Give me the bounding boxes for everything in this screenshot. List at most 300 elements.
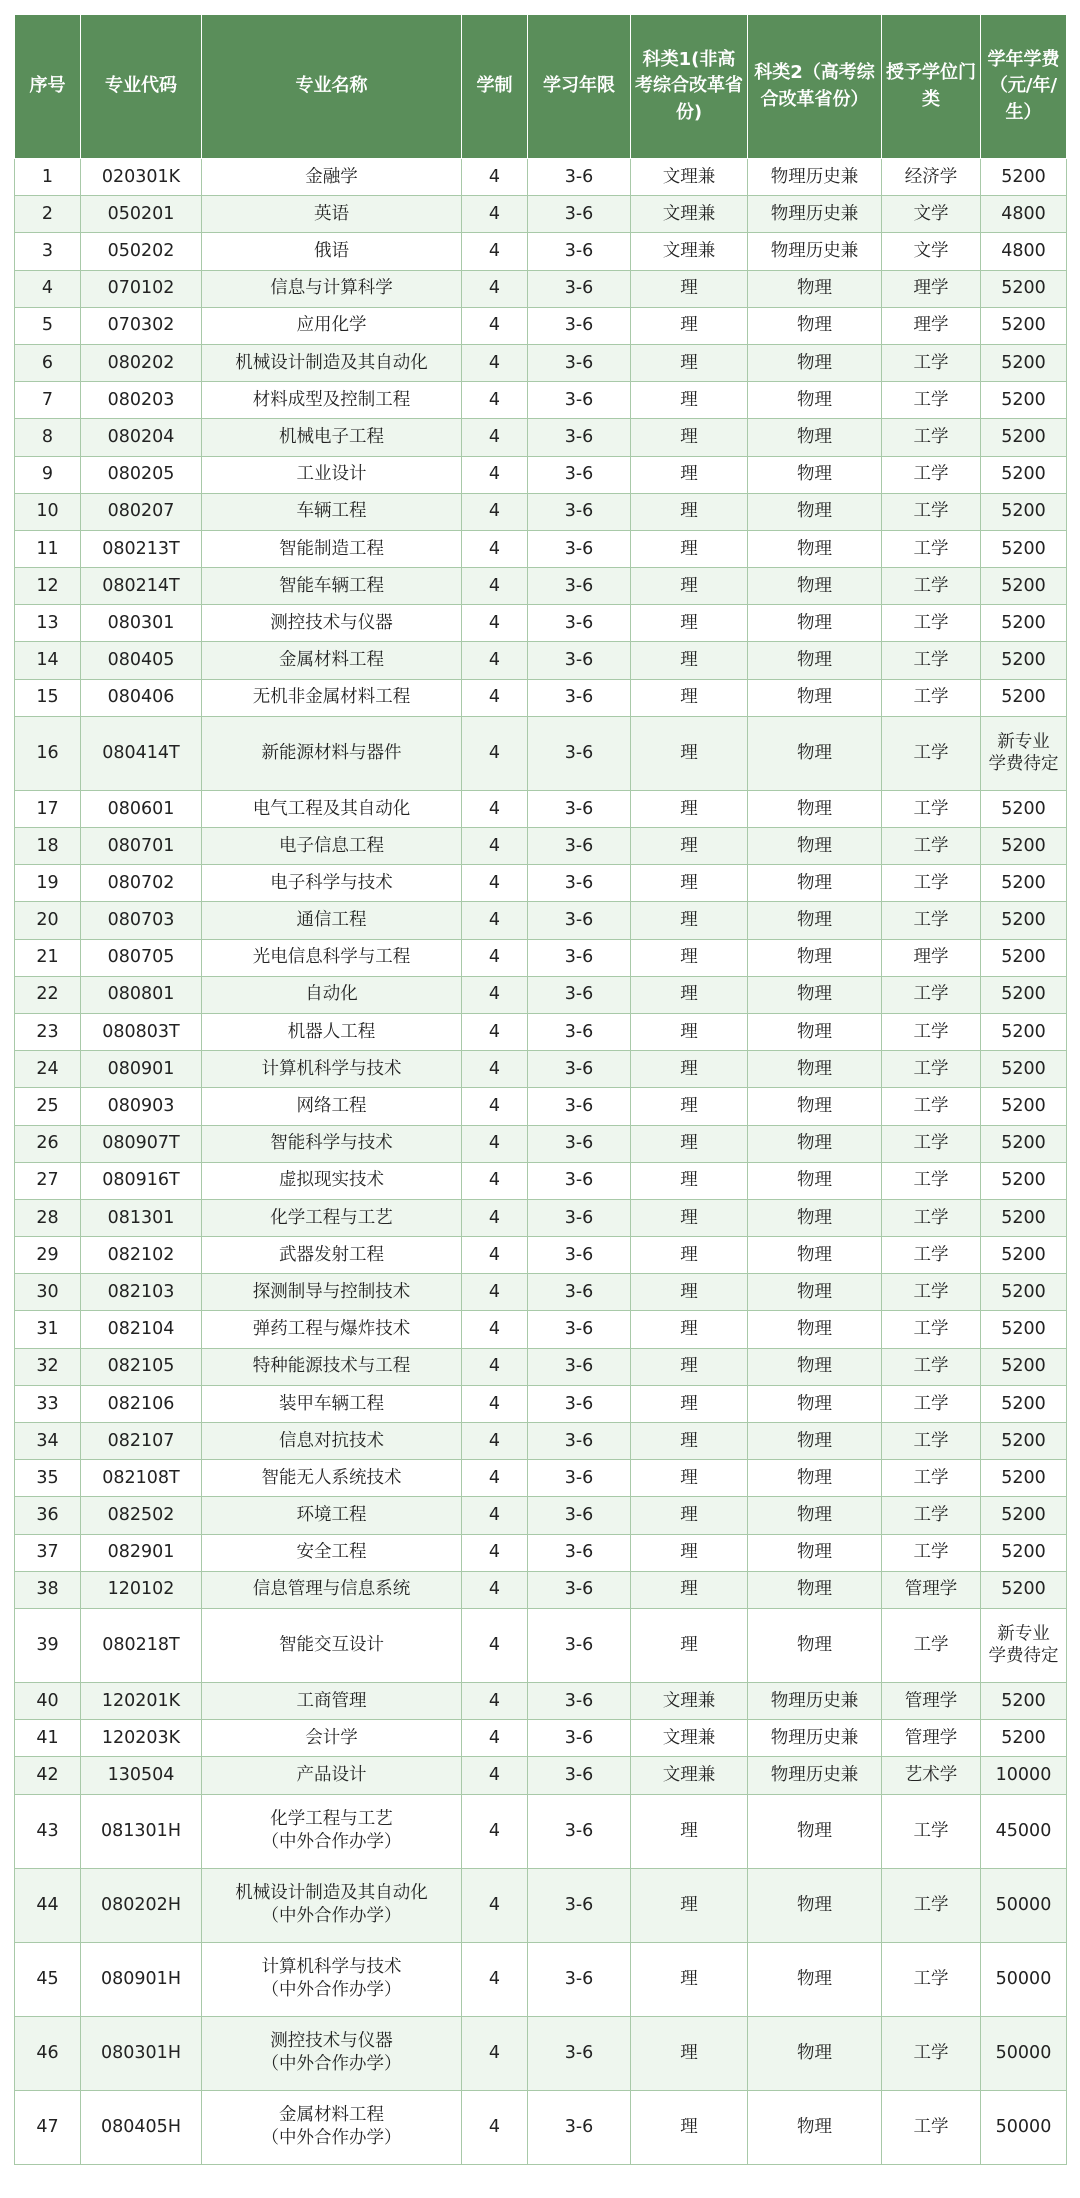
cell-degree: 工学 [882, 1385, 981, 1422]
cell-no: 35 [15, 1460, 81, 1497]
cell-system: 4 [462, 939, 528, 976]
cell-code: 080207 [81, 493, 202, 530]
cell-years: 3-6 [528, 1311, 631, 1348]
cell-type2: 物理 [748, 1794, 882, 1868]
cell-years: 3-6 [528, 1608, 631, 1682]
cell-years: 3-6 [528, 1125, 631, 1162]
cell-fee [981, 1720, 1067, 1757]
fee-value: 5200 [1001, 352, 1046, 373]
cell-type1: 文理兼 [631, 233, 748, 270]
cell-system: 4 [462, 530, 528, 567]
cell-system: 4 [462, 605, 528, 642]
major-name: 产品设计 [296, 1765, 367, 1786]
cell-name [202, 2090, 462, 2164]
fee-value: 5200 [1001, 389, 1046, 410]
table-row [15, 976, 1067, 1013]
cell-type2: 物理历史兼 [748, 1682, 882, 1719]
cell-system: 4 [462, 1423, 528, 1460]
major-name: 智能车辆工程 [279, 575, 384, 596]
cell-type1: 理 [631, 1534, 748, 1571]
cell-type2: 物理 [748, 605, 882, 642]
table-row [15, 716, 1067, 790]
cell-name [202, 1051, 462, 1088]
cell-code: 080414T [81, 716, 202, 790]
cell-no: 36 [15, 1497, 81, 1534]
cell-degree: 工学 [882, 1794, 981, 1868]
cell-fee [981, 344, 1067, 381]
fee-value: 5200 [1001, 1207, 1046, 1228]
fee-value: 5200 [1001, 872, 1046, 893]
cell-type2: 物理 [748, 2016, 882, 2090]
cell-type1: 理 [631, 493, 748, 530]
cell-code: 080601 [81, 790, 202, 827]
table-row [15, 307, 1067, 344]
cell-type2: 物理 [748, 865, 882, 902]
fee-value: 5200 [1001, 1244, 1046, 1265]
cell-name [202, 1571, 462, 1608]
header-degree: 授予学位门类 [882, 15, 981, 159]
cell-fee [981, 1497, 1067, 1534]
fee-value: 新专业 [997, 731, 1050, 752]
cell-type1: 理 [631, 1423, 748, 1460]
major-name: 化学工程与工艺 [270, 1809, 393, 1830]
fee-note: 学费待定 [988, 1646, 1059, 1667]
cell-system: 4 [462, 1088, 528, 1125]
cell-type1: 理 [631, 307, 748, 344]
cell-code: 080801 [81, 976, 202, 1013]
header-system: 学制 [462, 15, 528, 159]
major-name: 机械设计制造及其自动化 [235, 352, 428, 373]
cell-name [202, 1162, 462, 1199]
cell-system: 4 [462, 382, 528, 419]
table-row [15, 1423, 1067, 1460]
table-row [15, 1720, 1067, 1757]
major-name-note: （中外合作办学） [261, 1832, 402, 1852]
fee-value: 4800 [1001, 203, 1046, 224]
major-name: 英语 [314, 203, 349, 224]
cell-name [202, 939, 462, 976]
major-name-note: （中外合作办学） [261, 1980, 402, 2000]
cell-degree: 经济学 [882, 159, 981, 196]
cell-system: 4 [462, 902, 528, 939]
cell-no: 25 [15, 1088, 81, 1125]
cell-system: 4 [462, 828, 528, 865]
cell-code: 081301H [81, 1794, 202, 1868]
cell-degree: 工学 [882, 1311, 981, 1348]
cell-degree: 工学 [882, 419, 981, 456]
major-name: 智能无人系统技术 [261, 1467, 402, 1488]
table-row [15, 2090, 1067, 2164]
cell-years: 3-6 [528, 902, 631, 939]
cell-fee [981, 1757, 1067, 1794]
cell-degree: 文学 [882, 233, 981, 270]
cell-code: 082103 [81, 1274, 202, 1311]
cell-years: 3-6 [528, 1497, 631, 1534]
table-row [15, 828, 1067, 865]
cell-code: 080218T [81, 1608, 202, 1682]
cell-type1: 理 [631, 1868, 748, 1942]
cell-type2: 物理 [748, 1385, 882, 1422]
cell-type2: 物理 [748, 828, 882, 865]
cell-system: 4 [462, 1794, 528, 1868]
cell-years: 3-6 [528, 1162, 631, 1199]
cell-name [202, 1460, 462, 1497]
cell-type1: 理 [631, 1571, 748, 1608]
cell-name [202, 1125, 462, 1162]
major-name: 俄语 [314, 241, 349, 262]
cell-type1: 理 [631, 828, 748, 865]
cell-system: 4 [462, 1051, 528, 1088]
cell-name [202, 1237, 462, 1274]
cell-name [202, 1385, 462, 1422]
cell-type1: 理 [631, 1608, 748, 1682]
cell-name [202, 382, 462, 419]
major-name: 探测制导与控制技术 [252, 1281, 411, 1302]
cell-no: 24 [15, 1051, 81, 1088]
cell-degree: 工学 [882, 1423, 981, 1460]
table-row [15, 1460, 1067, 1497]
cell-no: 8 [15, 419, 81, 456]
cell-code: 080907T [81, 1125, 202, 1162]
cell-type1: 理 [631, 1274, 748, 1311]
major-name: 智能科学与技术 [270, 1133, 393, 1154]
cell-degree: 工学 [882, 1125, 981, 1162]
cell-degree: 工学 [882, 568, 981, 605]
fee-value: 5200 [1001, 910, 1046, 931]
cell-type1: 理 [631, 1051, 748, 1088]
cell-fee [981, 1051, 1067, 1088]
cell-fee [981, 419, 1067, 456]
cell-type1: 理 [631, 1794, 748, 1868]
major-name: 计算机科学与技术 [261, 1058, 402, 1079]
cell-system: 4 [462, 1460, 528, 1497]
table-row [15, 605, 1067, 642]
cell-system: 4 [462, 976, 528, 1013]
cell-code: 080405 [81, 642, 202, 679]
cell-degree: 工学 [882, 1608, 981, 1682]
major-name: 装甲车辆工程 [279, 1393, 384, 1414]
cell-system: 4 [462, 1274, 528, 1311]
cell-name [202, 1497, 462, 1534]
cell-no: 22 [15, 976, 81, 1013]
table-row [15, 1348, 1067, 1385]
cell-no: 30 [15, 1274, 81, 1311]
cell-code: 082502 [81, 1497, 202, 1534]
cell-name [202, 419, 462, 456]
fee-value: 新专业 [997, 1623, 1050, 1644]
table-row [15, 1125, 1067, 1162]
cell-system: 4 [462, 790, 528, 827]
cell-degree: 工学 [882, 605, 981, 642]
table-row [15, 1237, 1067, 1274]
cell-type1: 理 [631, 1942, 748, 2016]
cell-type2: 物理 [748, 1237, 882, 1274]
cell-code: 070102 [81, 270, 202, 307]
cell-years: 3-6 [528, 1868, 631, 1942]
cell-type1: 理 [631, 382, 748, 419]
cell-type2: 物理 [748, 307, 882, 344]
cell-no: 12 [15, 568, 81, 605]
cell-degree: 工学 [882, 865, 981, 902]
fee-value: 5200 [1001, 575, 1046, 596]
cell-no: 20 [15, 902, 81, 939]
cell-type2: 物理 [748, 382, 882, 419]
cell-name [202, 344, 462, 381]
cell-years: 3-6 [528, 419, 631, 456]
cell-degree: 工学 [882, 344, 981, 381]
cell-years: 3-6 [528, 1348, 631, 1385]
cell-no: 19 [15, 865, 81, 902]
cell-system: 4 [462, 716, 528, 790]
fee-value: 5200 [1001, 947, 1046, 968]
cell-degree: 管理学 [882, 1571, 981, 1608]
major-name: 金属材料工程 [279, 2105, 384, 2126]
cell-type1: 理 [631, 642, 748, 679]
major-name: 测控技术与仪器 [270, 612, 393, 633]
table-row [15, 1794, 1067, 1868]
cell-years: 3-6 [528, 605, 631, 642]
cell-system: 4 [462, 1868, 528, 1942]
table-row [15, 493, 1067, 530]
cell-years: 3-6 [528, 1682, 631, 1719]
major-name: 机械设计制造及其自动化 [235, 1883, 428, 1904]
cell-name [202, 233, 462, 270]
cell-type1: 理 [631, 2090, 748, 2164]
fee-value: 5200 [1001, 650, 1046, 671]
cell-degree: 工学 [882, 679, 981, 716]
cell-code: 080803T [81, 1013, 202, 1050]
table-row [15, 642, 1067, 679]
cell-fee [981, 1125, 1067, 1162]
table-row [15, 1497, 1067, 1534]
cell-type1: 理 [631, 976, 748, 1013]
cell-fee [981, 1460, 1067, 1497]
cell-type1: 文理兼 [631, 196, 748, 233]
fee-value: 5200 [1001, 1133, 1046, 1154]
major-name: 无机非金属材料工程 [252, 687, 411, 708]
cell-type2: 物理 [748, 1460, 882, 1497]
cell-system: 4 [462, 493, 528, 530]
cell-name [202, 1757, 462, 1794]
major-name-note: （中外合作办学） [261, 1906, 402, 1926]
cell-type2: 物理 [748, 1534, 882, 1571]
header-type1: 科类1(非高考综合改革省份) [631, 15, 748, 159]
table-row [15, 1608, 1067, 1682]
cell-type1: 理 [631, 1013, 748, 1050]
major-name: 新能源材料与器件 [261, 742, 402, 763]
cell-no: 9 [15, 456, 81, 493]
cell-type1: 理 [631, 1385, 748, 1422]
fee-value: 5200 [1001, 1467, 1046, 1488]
table-row [15, 1757, 1067, 1794]
cell-no: 14 [15, 642, 81, 679]
table-row [15, 1682, 1067, 1719]
cell-type1: 文理兼 [631, 1682, 748, 1719]
cell-type1: 理 [631, 902, 748, 939]
cell-no: 7 [15, 382, 81, 419]
cell-type1: 理 [631, 679, 748, 716]
fee-value: 50000 [995, 1968, 1052, 1989]
major-name: 车辆工程 [296, 501, 367, 522]
cell-type1: 文理兼 [631, 159, 748, 196]
cell-years: 3-6 [528, 2016, 631, 2090]
major-name: 会计学 [305, 1727, 358, 1748]
cell-no: 34 [15, 1423, 81, 1460]
cell-degree: 管理学 [882, 1720, 981, 1757]
fee-value: 5200 [1001, 166, 1046, 187]
cell-system: 4 [462, 1608, 528, 1682]
cell-type2: 物理 [748, 1125, 882, 1162]
cell-fee [981, 1385, 1067, 1422]
fee-value: 5200 [1001, 1579, 1046, 1600]
major-name-note: （中外合作办学） [261, 2128, 402, 2148]
cell-fee [981, 605, 1067, 642]
cell-fee [981, 1534, 1067, 1571]
cell-type1: 理 [631, 568, 748, 605]
table-row [15, 1571, 1067, 1608]
cell-fee [981, 233, 1067, 270]
cell-degree: 工学 [882, 828, 981, 865]
cell-name [202, 1942, 462, 2016]
cell-type1: 文理兼 [631, 1757, 748, 1794]
cell-no: 5 [15, 307, 81, 344]
cell-name [202, 642, 462, 679]
cell-code: 082102 [81, 1237, 202, 1274]
cell-code: 082105 [81, 1348, 202, 1385]
cell-name [202, 196, 462, 233]
cell-years: 3-6 [528, 1274, 631, 1311]
cell-degree: 工学 [882, 902, 981, 939]
fee-value: 5200 [1001, 464, 1046, 485]
cell-fee [981, 1013, 1067, 1050]
majors-table [14, 14, 1067, 2165]
cell-type2: 物理 [748, 419, 882, 456]
cell-degree: 工学 [882, 1199, 981, 1236]
major-name: 光电信息科学与工程 [252, 947, 411, 968]
cell-years: 3-6 [528, 2090, 631, 2164]
cell-type1: 理 [631, 716, 748, 790]
cell-degree: 工学 [882, 1013, 981, 1050]
cell-degree: 工学 [882, 1868, 981, 1942]
major-name: 弹药工程与爆炸技术 [252, 1319, 411, 1340]
cell-no: 2 [15, 196, 81, 233]
cell-degree: 工学 [882, 1460, 981, 1497]
cell-name [202, 493, 462, 530]
fee-value: 4800 [1001, 241, 1046, 262]
cell-code: 082104 [81, 1311, 202, 1348]
cell-code: 080701 [81, 828, 202, 865]
cell-degree: 工学 [882, 716, 981, 790]
cell-type1: 理 [631, 270, 748, 307]
cell-name [202, 679, 462, 716]
major-name: 自动化 [305, 984, 358, 1005]
cell-type1: 理 [631, 419, 748, 456]
table-row [15, 902, 1067, 939]
major-name: 虚拟现实技术 [279, 1170, 384, 1191]
major-name: 信息管理与信息系统 [252, 1579, 411, 1600]
major-name: 机械电子工程 [279, 427, 384, 448]
cell-degree: 工学 [882, 1162, 981, 1199]
cell-name [202, 865, 462, 902]
fee-value: 10000 [995, 1765, 1052, 1786]
cell-years: 3-6 [528, 1720, 631, 1757]
fee-value: 5200 [1001, 1727, 1046, 1748]
cell-code: 080901H [81, 1942, 202, 2016]
major-name: 工商管理 [296, 1690, 367, 1711]
cell-type2: 物理 [748, 344, 882, 381]
cell-name [202, 307, 462, 344]
cell-type2: 物理 [748, 530, 882, 567]
cell-type2: 物理 [748, 1348, 882, 1385]
cell-degree: 工学 [882, 1051, 981, 1088]
cell-no: 1 [15, 159, 81, 196]
cell-no: 45 [15, 1942, 81, 2016]
cell-name [202, 1720, 462, 1757]
fee-value: 50000 [995, 1894, 1052, 1915]
major-name: 武器发射工程 [279, 1244, 384, 1265]
cell-name [202, 270, 462, 307]
cell-code: 080202H [81, 1868, 202, 1942]
cell-type1: 理 [631, 1460, 748, 1497]
major-name: 安全工程 [296, 1542, 367, 1563]
cell-type2: 物理 [748, 1274, 882, 1311]
cell-no: 46 [15, 2016, 81, 2090]
cell-name [202, 159, 462, 196]
cell-fee [981, 1794, 1067, 1868]
cell-type2: 物理 [748, 642, 882, 679]
cell-no: 33 [15, 1385, 81, 1422]
table-row [15, 2016, 1067, 2090]
cell-years: 3-6 [528, 307, 631, 344]
cell-type2: 物理 [748, 456, 882, 493]
major-name: 机器人工程 [287, 1021, 376, 1042]
cell-years: 3-6 [528, 493, 631, 530]
table-row [15, 1534, 1067, 1571]
cell-years: 3-6 [528, 344, 631, 381]
major-name: 网络工程 [296, 1096, 367, 1117]
cell-years: 3-6 [528, 1237, 631, 1274]
cell-degree: 工学 [882, 1942, 981, 2016]
cell-code: 050201 [81, 196, 202, 233]
table-row [15, 1942, 1067, 2016]
cell-years: 3-6 [528, 270, 631, 307]
cell-code: 080205 [81, 456, 202, 493]
cell-years: 3-6 [528, 828, 631, 865]
cell-code: 081301 [81, 1199, 202, 1236]
cell-years: 3-6 [528, 159, 631, 196]
cell-type2: 物理历史兼 [748, 196, 882, 233]
cell-degree: 工学 [882, 642, 981, 679]
cell-years: 3-6 [528, 716, 631, 790]
cell-code: 080903 [81, 1088, 202, 1125]
cell-fee [981, 1868, 1067, 1942]
cell-fee [981, 159, 1067, 196]
cell-fee [981, 1274, 1067, 1311]
cell-years: 3-6 [528, 382, 631, 419]
majors-table-container [14, 14, 1066, 2165]
major-name-note: （中外合作办学） [261, 2054, 402, 2074]
cell-fee [981, 790, 1067, 827]
cell-no: 44 [15, 1868, 81, 1942]
cell-no: 11 [15, 530, 81, 567]
table-row [15, 1088, 1067, 1125]
cell-code: 120203K [81, 1720, 202, 1757]
major-name: 特种能源技术与工程 [252, 1356, 411, 1377]
cell-name [202, 1013, 462, 1050]
cell-code: 080405H [81, 2090, 202, 2164]
cell-name [202, 1274, 462, 1311]
cell-name [202, 605, 462, 642]
